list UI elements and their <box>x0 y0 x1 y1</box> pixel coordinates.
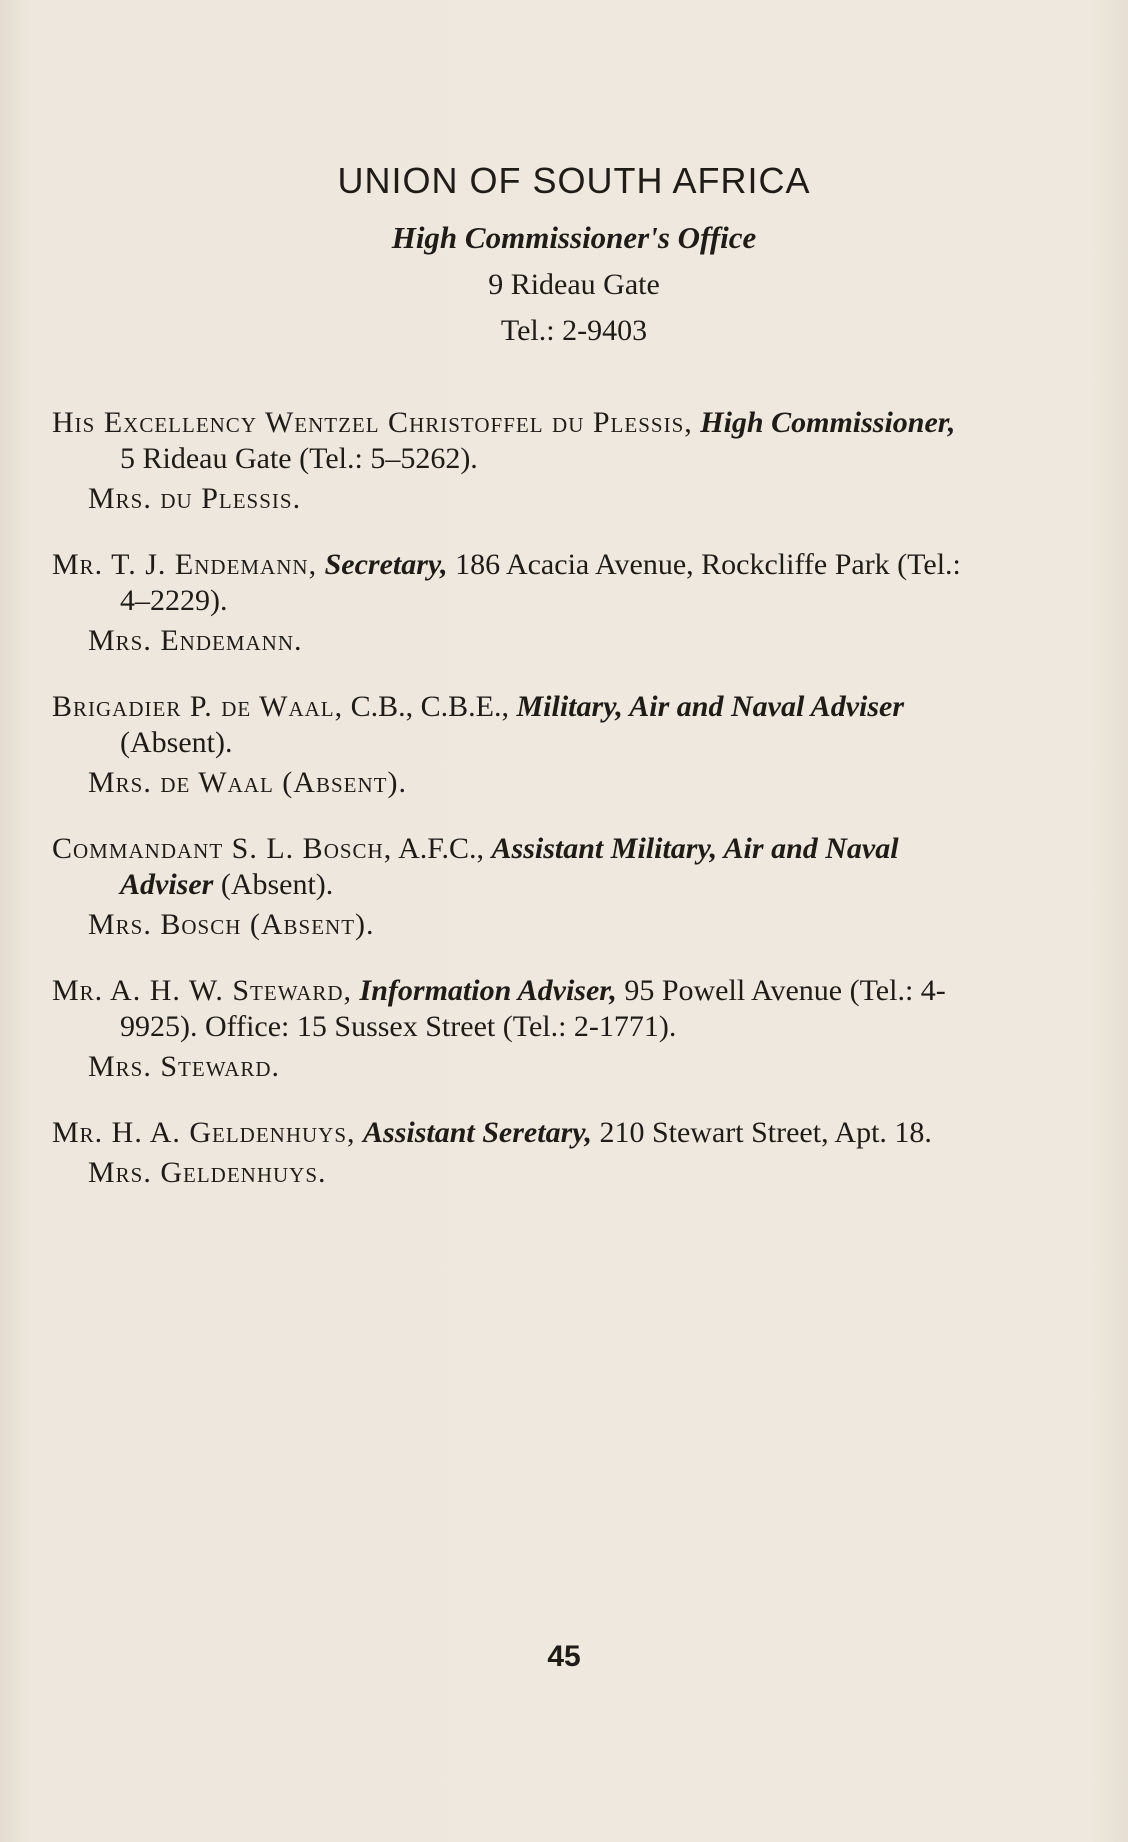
entry-name: His Excellency Wentzel Christoffel du Plessis, <box>52 406 693 439</box>
entry-title: High Commissioner, <box>700 406 956 439</box>
entry-title: Secretary, <box>324 548 448 581</box>
page-number: 45 <box>547 1640 581 1673</box>
entry-spouse: Mrs. Geldenhuys. <box>88 1156 327 1189</box>
entry-spouse: Mrs. du Plessis. <box>88 482 302 515</box>
entry-details: 186 Acacia Avenue, Rockcliffe Park (Tel.: 4–2229). <box>120 548 961 617</box>
office-address: 9 Rideau Gate <box>488 268 660 301</box>
entry-details: 95 Powell Avenue (Tel.: 4-9925). Office: 15 Sussex Street (Tel.: 2-1771). <box>120 974 946 1043</box>
staff-entry <box>52 831 972 943</box>
entry-main-line <box>52 973 972 1045</box>
staff-entry <box>52 547 972 659</box>
staff-entry <box>52 405 972 517</box>
entry-spouse: Mrs. Steward. <box>88 1050 281 1083</box>
entry-honors: A.F.C., <box>398 832 485 865</box>
entry-name: Mr. H. A. Geldenhuys, <box>52 1116 356 1149</box>
entry-details: (Absent). <box>220 868 334 901</box>
entry-main-line <box>52 405 972 477</box>
entry-title: Assistant Military, Air and Naval Adviser <box>120 832 899 901</box>
entry-spouse: Mrs. Endemann. <box>88 624 303 657</box>
staff-entry <box>52 689 972 801</box>
entry-title: Assistant Seretary, <box>363 1116 592 1149</box>
entry-main-line <box>52 547 972 619</box>
entry-name: Commandant S. L. Bosch, <box>52 832 393 865</box>
entry-name: Mr. A. H. W. Steward, <box>52 974 353 1007</box>
entry-details: 5 Rideau Gate (Tel.: 5–5262). <box>120 442 478 475</box>
entry-main-line <box>52 689 972 761</box>
entry-title: Military, Air and Naval Adviser <box>516 690 905 723</box>
staff-entry <box>52 1115 972 1191</box>
staff-list <box>52 405 972 1221</box>
entry-name: Brigadier P. de Waal, <box>52 690 344 723</box>
entry-name: Mr. T. J. Endemann, <box>52 548 318 581</box>
staff-entry <box>52 973 972 1085</box>
entry-main-line <box>52 1115 972 1151</box>
entry-details: (Absent). <box>120 726 233 759</box>
entry-details: 210 Stewart Street, Apt. 18. <box>599 1116 932 1149</box>
country-heading: UNION OF SOUTH AFRICA <box>337 160 811 201</box>
entry-spouse: Mrs. Bosch (Absent). <box>88 908 375 941</box>
entry-title: Information Adviser, <box>359 974 617 1007</box>
entry-spouse: Mrs. de Waal (Absent). <box>88 766 407 799</box>
entry-main-line <box>52 831 972 903</box>
page-header <box>0 160 1128 348</box>
office-subheading: High Commissioner's Office <box>391 220 757 255</box>
entry-honors: C.B., C.B.E., <box>350 690 509 723</box>
office-phone: Tel.: 2-9403 <box>500 314 648 347</box>
